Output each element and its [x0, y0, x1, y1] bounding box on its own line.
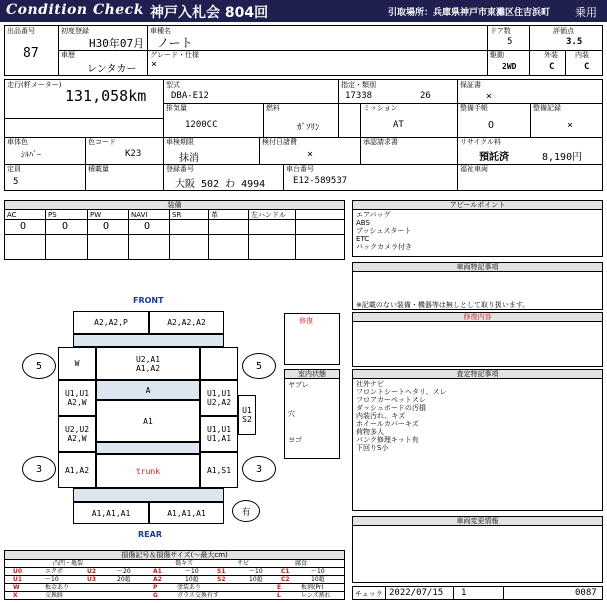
door-rear-right: U1,U1 U1,A1	[200, 416, 238, 452]
windshield-code: A	[145, 385, 151, 395]
grade-label: グレード・仕様	[150, 51, 199, 59]
category-number: 26	[420, 91, 431, 101]
legend-header-scratch: 傷キズ	[175, 560, 193, 567]
front-glass-strip	[73, 334, 224, 347]
door-rear-left: U2,U2 A2,W	[58, 416, 96, 452]
legend-r1-4: A1	[153, 568, 162, 575]
equip-pw-value: O	[103, 221, 110, 232]
score-value: 3.5	[566, 37, 583, 47]
recycle-label: リサイクル料	[460, 138, 502, 146]
equip-leather-label: 革	[211, 211, 218, 219]
legend-r1-0: U0	[13, 568, 23, 575]
front-right-panel: A2,A2,A2	[149, 311, 224, 334]
legend-title: 損傷記号＆損傷サイズ(〜最大cm)	[5, 551, 344, 560]
front-left-panel: A2,A2,P	[73, 311, 149, 334]
legend-header-dent: 凸凹・亀裂	[53, 560, 84, 567]
appeal-panel	[352, 200, 603, 257]
equip-navi-label: NAVI	[131, 211, 148, 219]
legend-r4-4: L	[277, 592, 281, 599]
equip-lhd-label: 左ハンドル	[251, 211, 286, 219]
appeal-text: エアバッグ ABS プッシュスタート ETC バックカメラ付き	[356, 211, 412, 251]
rear-shade-strip	[73, 488, 224, 502]
displacement-label: 排気量	[166, 104, 187, 112]
mileage-value: 131,058km	[65, 87, 147, 105]
body-color-value: ｼﾙﾊﾞｰ	[21, 150, 41, 159]
equip-ac-label: AC	[7, 211, 17, 219]
equip-pw-label: PW	[90, 211, 102, 219]
legend-r4-0: X	[13, 592, 18, 599]
repair-panel	[352, 312, 603, 367]
displacement-value: 1200CC	[185, 120, 218, 130]
body-color-label: 車体色	[7, 138, 28, 146]
load-label: 積載量	[88, 165, 109, 173]
legend-r4-2: G	[153, 592, 158, 599]
check-code: 0087	[575, 588, 597, 598]
legend-r2-9: 10超	[311, 576, 325, 583]
check-number: 1	[461, 588, 467, 598]
interior-state-hole: 穴	[288, 410, 295, 418]
legend-r2-4: A2	[153, 576, 162, 583]
roof-panel: A1	[96, 400, 200, 442]
equip-ps-value: O	[62, 221, 69, 232]
tire-rear-right: 3	[242, 456, 276, 482]
color-code-value: K23	[125, 149, 142, 159]
color-code-label: 色コード	[88, 138, 116, 146]
inspection-notes-title: 査定特記事項	[353, 370, 602, 379]
legend-row-2	[5, 576, 344, 583]
recycle-ticket-label: 検付日諸費	[262, 138, 297, 146]
rear-glass	[96, 442, 200, 454]
warranty-label: 保証書	[460, 81, 481, 89]
lot-number: 87	[23, 46, 39, 61]
model-label: 型式	[166, 81, 180, 89]
legend-r3-1: 板金あり	[45, 584, 70, 591]
rear-right-panel: A1,A1,A1	[149, 502, 224, 524]
legend-r2-8: C2	[281, 576, 290, 583]
legend-r2-3: 20超	[117, 576, 131, 583]
interior-label: 内装	[575, 51, 589, 59]
fuel-value: ｶﾞｿﾘﾝ	[297, 123, 320, 133]
check-date: 2022/07/15	[389, 588, 444, 598]
equip-ps-label: PS	[48, 211, 57, 219]
pillar-right: U1 S2	[238, 395, 256, 435]
damage-legend	[4, 550, 345, 600]
manual-value: O	[488, 120, 495, 131]
tire-front-left: 5	[22, 353, 56, 379]
interior-grade: C	[584, 62, 590, 72]
record-value: ×	[567, 120, 574, 131]
inspection-notes-panel	[352, 369, 603, 511]
repair-marker-label: 修復	[299, 317, 313, 325]
interior-state-stain: ヨゴ	[288, 436, 302, 444]
legend-r1-9: 〜10	[311, 568, 325, 575]
door-front-right: U1,U1 U2,A2	[200, 380, 238, 416]
manual-label: 整備手帳	[460, 104, 488, 112]
front-label: FRONT	[133, 296, 164, 305]
recycle-ticket-value: ×	[307, 149, 314, 160]
model-value: DBA-E12	[171, 91, 209, 101]
legend-r1-8: C1	[281, 568, 290, 575]
score-label: 評価点	[553, 27, 574, 35]
legend-r1-1: エクボ	[45, 568, 64, 575]
legend-r4-5: レンズ割れ	[301, 592, 331, 599]
history-value: レンタカー	[87, 64, 137, 75]
legend-r4-1: 交換跡	[45, 592, 64, 599]
first-reg-value: H30年07月	[89, 37, 145, 50]
regno-label: 登録番号	[166, 165, 194, 173]
quarter-right: A1,S1	[200, 452, 238, 488]
vehicle-notes-title: 車両特記事項	[353, 263, 602, 272]
warranty-value: ×	[486, 91, 493, 102]
brand-title: Condition Check	[6, 2, 144, 18]
rear-label: REAR	[138, 530, 162, 539]
chassis-value: E12-589537	[293, 176, 348, 186]
equip-navi-value: O	[144, 221, 151, 232]
vehicle-notes-panel	[352, 262, 603, 310]
capacity-label: 定員	[7, 165, 21, 173]
exterior-grade: C	[549, 62, 555, 72]
recycle-status: 預託済	[479, 152, 509, 163]
capacity-value: 5	[13, 177, 19, 187]
lot-label: 出品番号	[7, 27, 35, 35]
legend-r3-3: 塗装あり	[177, 584, 202, 591]
legend-r1-6: S1	[217, 568, 226, 575]
quarter-left: A1,A2	[58, 452, 96, 488]
inspection-notes-text: 社外ナビ フロントシートヘタリ、スレ フロアカーペットスレ ダッシュボードの汚損 内装汚れ、キズ ホイールカバーキズ 荷物多人 パンク修理キット有 下回りS小	[356, 380, 447, 452]
legend-r2-6: S2	[217, 576, 226, 583]
legend-r1-2: U2	[87, 568, 97, 575]
fuel-label: 燃料	[266, 104, 280, 112]
grade-value: ×	[151, 59, 158, 70]
legend-row-3	[5, 584, 344, 591]
legend-r3-5: 板割(Pr)	[301, 584, 324, 591]
exterior-label: 外装	[544, 51, 558, 59]
mileage-label: 走行(粁メーター)	[7, 81, 62, 89]
legend-r1-7: 〜10	[249, 568, 263, 575]
windshield	[96, 380, 200, 400]
designation-label: 指定・類別	[341, 81, 376, 89]
chassis-label: 車台番号	[286, 165, 314, 173]
first-reg-label: 初度登録	[61, 27, 89, 35]
regno-value: 大阪 502 わ 4994	[175, 179, 266, 190]
legend-r3-0: W	[13, 584, 20, 591]
record-label: 整備記録	[533, 104, 561, 112]
fender-front-right	[200, 347, 238, 380]
mission-label: ミッション	[363, 104, 398, 112]
interior-state-title: 室内状態	[285, 370, 339, 379]
car-name-label: 車種名	[150, 27, 171, 35]
trunk-panel: trunk	[96, 454, 200, 488]
inspection-label: 車検期限	[166, 138, 194, 146]
equipment-title: 装備	[5, 201, 344, 210]
spare-tire-indicator: 有	[232, 500, 260, 522]
change-info-title: 車両変更情報	[353, 517, 602, 526]
vehicle-category: 乗用	[575, 6, 597, 19]
check-label: チェック	[355, 590, 383, 598]
spec-panel	[4, 79, 603, 191]
legend-r2-2: U3	[87, 576, 97, 583]
legend-r2-0: U1	[13, 576, 23, 583]
pickup-location: 引取場所：兵庫県神戸市東灘区住吉浜町	[388, 8, 551, 18]
inspection-value: 抹消	[179, 153, 199, 164]
recycle-fee: 8,190円	[542, 152, 583, 163]
check-footer	[352, 586, 603, 600]
vehicle-notes-text: ※記載のない装備・機器等は無しとして取り扱います。	[356, 301, 530, 309]
legend-r2-1: 〜10	[45, 576, 59, 583]
equipment-panel	[4, 200, 345, 260]
interior-state-tear: ヤブレ	[288, 381, 309, 389]
auction-venue: 神戸入札会 804回	[150, 5, 269, 21]
bonnet-panel: U2,A1 A1,A2	[96, 347, 200, 380]
drive-label: 駆動	[490, 51, 504, 59]
designation-value: 17338	[345, 91, 373, 101]
legend-row-4	[5, 592, 344, 599]
change-info-panel	[352, 516, 603, 583]
legend-r1-3: 〜20	[117, 568, 131, 575]
legend-r2-7: 10超	[249, 576, 263, 583]
tire-rear-left: 3	[22, 456, 56, 482]
door-front-left: U1,U1 A2,W	[58, 380, 96, 416]
repair-marker-box	[284, 313, 340, 365]
doors-value: 5	[507, 37, 513, 47]
legend-header-corrosion: 腐食	[295, 560, 308, 567]
drive-value: 2WD	[502, 62, 517, 71]
legend-r3-4: E	[277, 584, 282, 591]
legend-header-rust: サビ	[237, 560, 250, 567]
header-bar	[0, 0, 607, 22]
equip-sr-label: SR	[172, 211, 182, 219]
legend-r3-2: P	[153, 584, 158, 591]
tire-front-right: 5	[242, 353, 276, 379]
basic-info-panel	[4, 25, 603, 76]
legend-r2-5: 10超	[185, 576, 199, 583]
doors-label: ドア数	[490, 27, 511, 35]
approval-label: 承認請求書	[363, 138, 398, 146]
equip-ac-value: O	[20, 221, 27, 232]
legend-r4-3: ガラス交換有す	[177, 592, 219, 599]
rear-left-panel: A1,A1,A1	[73, 502, 149, 524]
interior-state-box	[284, 369, 340, 459]
legend-row-1	[5, 568, 344, 575]
fender-front-left: W	[58, 347, 96, 380]
repair-title: 修復内容	[353, 313, 602, 322]
appeal-title: アピールポイント	[353, 201, 602, 210]
legend-r1-5: 〜10	[185, 568, 199, 575]
welfare-label: 福祉車両	[460, 165, 488, 173]
history-label: 車歴	[61, 51, 75, 59]
car-name-value: ノート	[157, 36, 193, 50]
mission-value: AT	[393, 120, 404, 130]
